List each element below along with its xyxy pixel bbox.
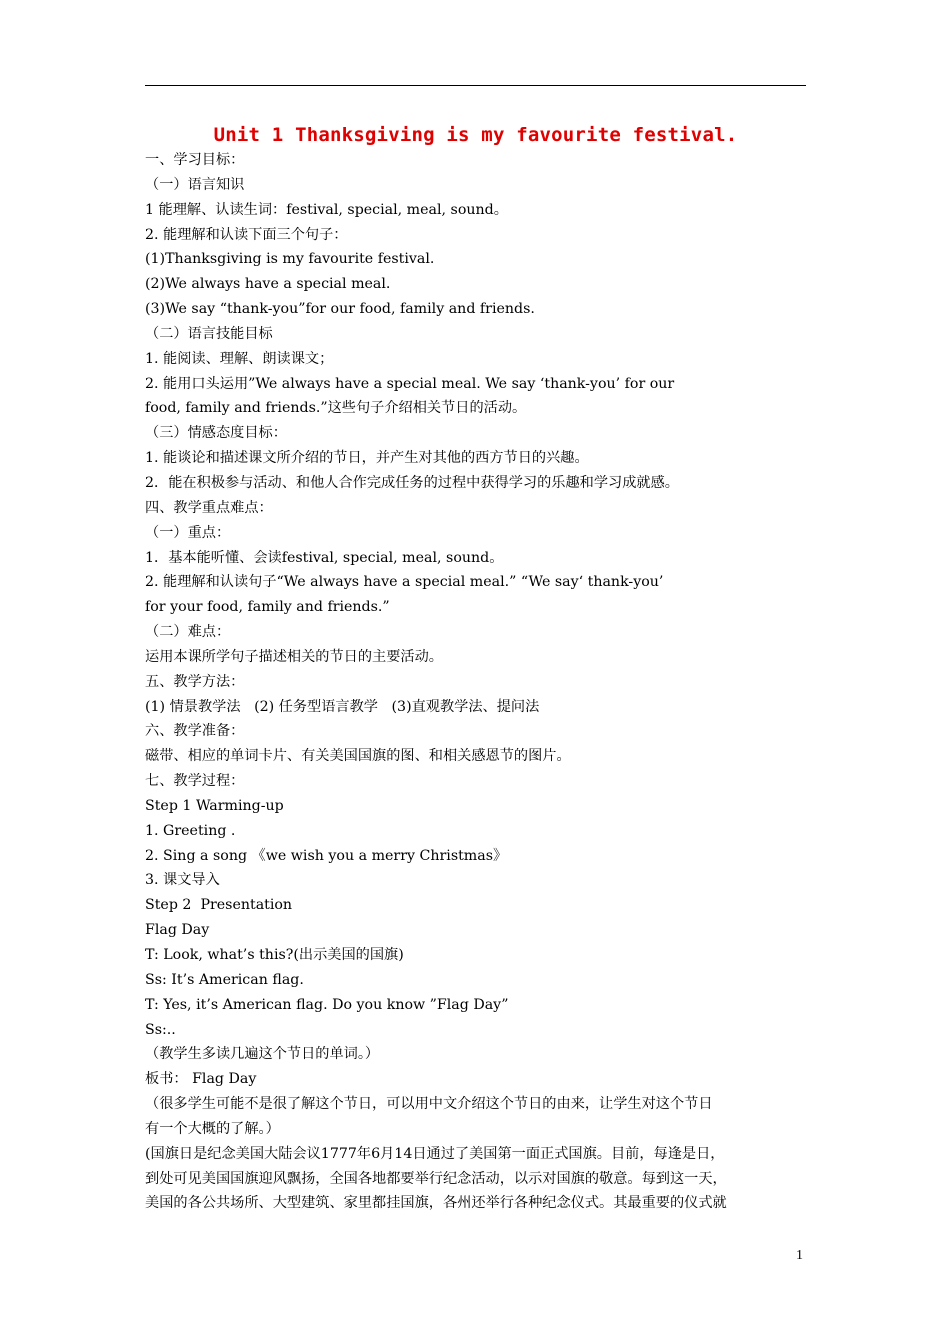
- text-line: 2. 能用口头运用”We always have a special meal. We say ‘thank-you’ for our: [145, 375, 675, 392]
- text-line: 1. Greeting .: [145, 822, 236, 839]
- text-line: 2．能在积极参与活动、和他人合作完成任务的过程中获得学习的乐趣和学习成就感。: [145, 474, 679, 491]
- text-line: (国旗日是纪念美国大陆会议1777年6月14日通过了美国第一面正式国旗。目前，每逢是日，: [145, 1145, 725, 1162]
- text-line: （很多学生可能不是很了解这个节日，可以用中文介绍这个节日的由来，让学生对这个节日: [145, 1096, 713, 1113]
- text-line: food, family and friends.”这些句子介绍相关节日的活动。: [145, 400, 527, 417]
- step-heading: Step 1 Warming-up: [145, 797, 284, 814]
- text-line: 1. 能谈论和描述课文所介绍的节日，并产生对其他的西方节日的兴趣。: [145, 450, 589, 467]
- section-heading: 五、教学方法：: [145, 673, 245, 690]
- dialogue-line: Ss:..: [145, 1021, 176, 1038]
- text-line: (1) 情景教学法 (2) 任务型语言教学 (3)直观教学法、提问法: [145, 698, 540, 715]
- text-line: for your food, family and friends.”: [145, 599, 390, 616]
- document-body: [145, 148, 809, 1216]
- text-line: （教学生多读几遍这个节日的单词。）: [145, 1046, 380, 1063]
- text-line: 1 能理解、认读生词：festival, special, meal, sound。: [145, 201, 508, 218]
- text-line: 2. Sing a song 《we wish you a merry Christmas》: [145, 847, 508, 864]
- dialogue-line: Ss: It’s American flag.: [145, 971, 304, 988]
- text-line: 运用本课所学句子描述相关的节日的主要活动。: [145, 648, 443, 665]
- section-heading: 一、学习目标：: [145, 152, 245, 168]
- section-heading: 六、教学准备：: [145, 723, 245, 740]
- section-heading: 四、教学重点难点：: [145, 499, 273, 516]
- step-heading: Step 2 Presentation: [145, 897, 293, 914]
- subsection-heading: （一）重点：: [145, 524, 231, 541]
- subsection-heading: （一）语言知识: [145, 176, 245, 193]
- page-number: 1: [796, 1248, 803, 1263]
- header-rule: [145, 85, 806, 86]
- text-line: 3. 课文导入: [145, 872, 220, 889]
- subsection-heading: （二）难点：: [145, 624, 231, 641]
- text-line: 板书： Flag Day: [145, 1071, 257, 1088]
- subsection-heading: （三）情感态度目标：: [145, 425, 287, 442]
- text-line: 2. 能理解和认读下面三个句子：: [145, 226, 348, 243]
- text-line: 2. 能理解和认读句子“We always have a special meal.” “We say‘ thank-you’: [145, 574, 664, 591]
- dialogue-line: T: Look, what’s this?(出示美国的国旗): [145, 947, 404, 963]
- text-line: 磁带、相应的单词卡片、有关美国国旗的图、和相关感恩节的图片。: [145, 748, 571, 765]
- dialogue-line: T: Yes, it’s American flag. Do you know ”Flag Day”: [145, 996, 509, 1013]
- document-title: Unit 1 Thanksgiving is my favourite festival.: [213, 124, 738, 146]
- text-line: 美国的各公共场所、大型建筑、家里都挂国旗，各州还举行各种纪念仪式。其最重要的仪式就: [145, 1195, 727, 1212]
- text-line: 1．基本能听懂、会读festival, special, meal, sound。: [145, 549, 504, 566]
- text-line: (3)We say “thank-you”for our food, family and friends.: [145, 301, 535, 318]
- text-line: Flag Day: [145, 922, 210, 939]
- text-line: (2)We always have a special meal.: [145, 276, 391, 293]
- section-heading: 七、教学过程：: [145, 773, 245, 790]
- text-line: 有一个大概的了解。）: [145, 1120, 280, 1137]
- text-line: 1. 能阅读、理解、朗读课文；: [145, 350, 334, 367]
- subsection-heading: （二）语言技能目标: [145, 325, 273, 342]
- text-line: (1)Thanksgiving is my favourite festival.: [145, 251, 435, 268]
- text-line: 到处可见美国国旗迎风飘扬，全国各地都要举行纪念活动，以示对国旗的敬意。每到这一天，: [145, 1170, 727, 1187]
